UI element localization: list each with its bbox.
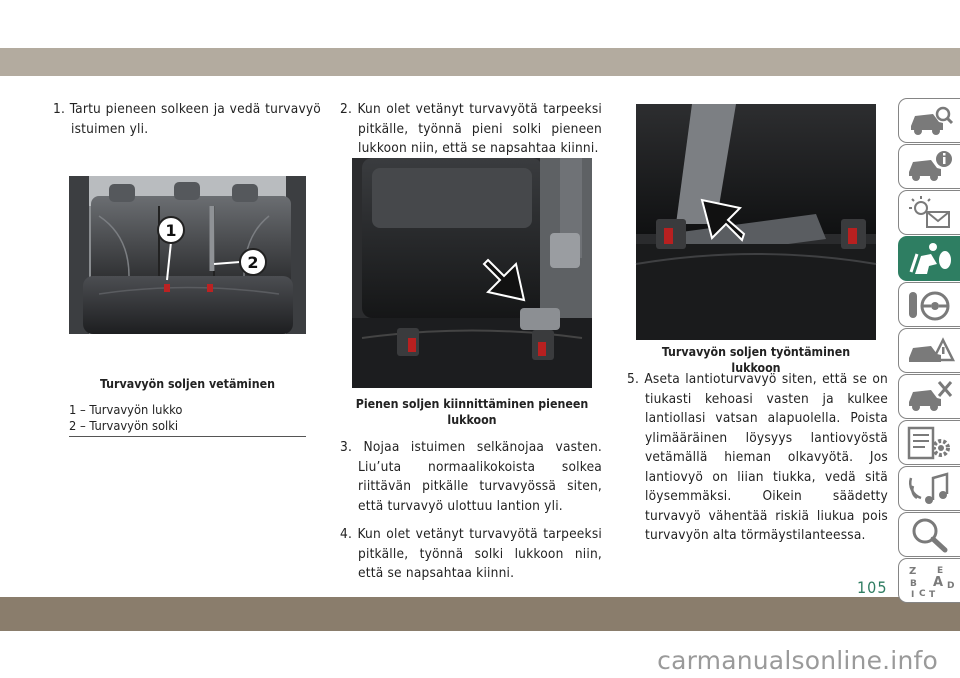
warning-light-message-icon (907, 196, 953, 230)
tab-warning-messages[interactable] (898, 190, 960, 235)
svg-text:T: T (929, 590, 936, 600)
tab-multimedia[interactable] (898, 466, 960, 511)
specifications-gear-icon (907, 426, 953, 460)
step-4: 4. Kun olet vetänyt turvavyötä tarpeeksi pitkälle, työnnä solki lukkoon niin, että se napsahtaa kiinni. (340, 526, 602, 581)
legend-item-2: 2 – Turvavyön solki (69, 418, 179, 434)
page-number: 105 (857, 578, 888, 597)
legend-divider (69, 436, 306, 437)
figure-1-legend (69, 403, 306, 434)
column-1 (53, 100, 321, 139)
steering-wheel-icon (907, 288, 953, 322)
seat-airbag-icon (907, 242, 953, 276)
figure-2-caption: Pienen soljen kiinnittäminen pieneen lukkoon (355, 397, 589, 427)
car-magnifier-icon (907, 104, 953, 138)
tab-index-search[interactable] (898, 512, 960, 557)
header-band (0, 48, 960, 76)
svg-text:D: D (947, 581, 955, 591)
car-info-icon (907, 150, 953, 184)
buckle-push-illustration (636, 104, 876, 340)
tab-specifications[interactable] (898, 420, 960, 465)
figure-small-buckle-photo (352, 158, 592, 388)
callout-1: 1 (165, 221, 177, 240)
tab-safety[interactable] (898, 236, 960, 281)
tab-service[interactable] (898, 374, 960, 419)
svg-text:Z: Z (909, 566, 917, 577)
multimedia-icon (907, 472, 953, 506)
car-service-tools-icon (907, 380, 953, 414)
step-2: 2. Kun olet vetänyt turvavyötä tarpeeksi pitkälle, työnnä pieni solki pieneen lukkoon niin, että se napsahtaa kiinni. (340, 101, 602, 156)
column-2-bottom (340, 438, 602, 584)
step-5: 5. Aseta lantioturvavyö siten, että se on tiukasti kehoasi vasten ja kulkee lantiollasi vatsan alapuolella. Poista ylimääräinen löysyys lantiovyöstä vetämällä hieman olkavyötä. Jos lantiovyö on liian tiukka, vedä sitä löysemmäksi. Oikein säädetty turvavyö vähentää riskiä liukua pois turvavyön alta törmäystilanteessa. (627, 371, 888, 543)
tab-car-magnifier[interactable] (898, 98, 960, 143)
figure-1-caption: Turvavyön soljen vetäminen (99, 377, 275, 391)
footer-band (0, 597, 960, 631)
step-3: 3. Nojaa istuimen selkänojaa vasten. Liu’uta normaalikokoista solkea riittävän pitkälle turvavyössä siten, että turvavyö ulottuu lantion yli. (340, 439, 602, 514)
tab-alphabetical-index[interactable] (898, 558, 960, 603)
watermark-text: carmanualsonline.info (657, 646, 938, 675)
svg-text:C: C (919, 589, 926, 599)
tab-car-info[interactable] (898, 144, 960, 189)
column-3 (627, 370, 888, 546)
tab-emergency[interactable] (898, 328, 960, 373)
svg-text:I: I (911, 590, 915, 600)
svg-text:E: E (937, 566, 944, 576)
svg-text:A: A (933, 575, 944, 590)
step-1: 1. Tartu pieneen solkeen ja vedä turvavyö istuimen yli. (53, 101, 321, 137)
figure-buckle-push-photo (636, 104, 876, 340)
figure-rear-seat-photo (69, 176, 306, 334)
svg-text:B: B (910, 579, 917, 589)
legend-item-1: 1 – Turvavyön lukko (69, 403, 183, 418)
column-2-top (340, 100, 602, 159)
callout-2: 2 (247, 253, 259, 272)
small-buckle-illustration (352, 158, 592, 388)
rear-seat-illustration (69, 176, 306, 334)
alphabet-index-icon (907, 564, 953, 598)
car-breakdown-icon (907, 334, 953, 368)
index-search-icon (907, 518, 953, 552)
figure-3-caption: Turvavyön soljen työntäminen lukkoon (661, 345, 851, 375)
tab-starting-driving[interactable] (898, 282, 960, 327)
